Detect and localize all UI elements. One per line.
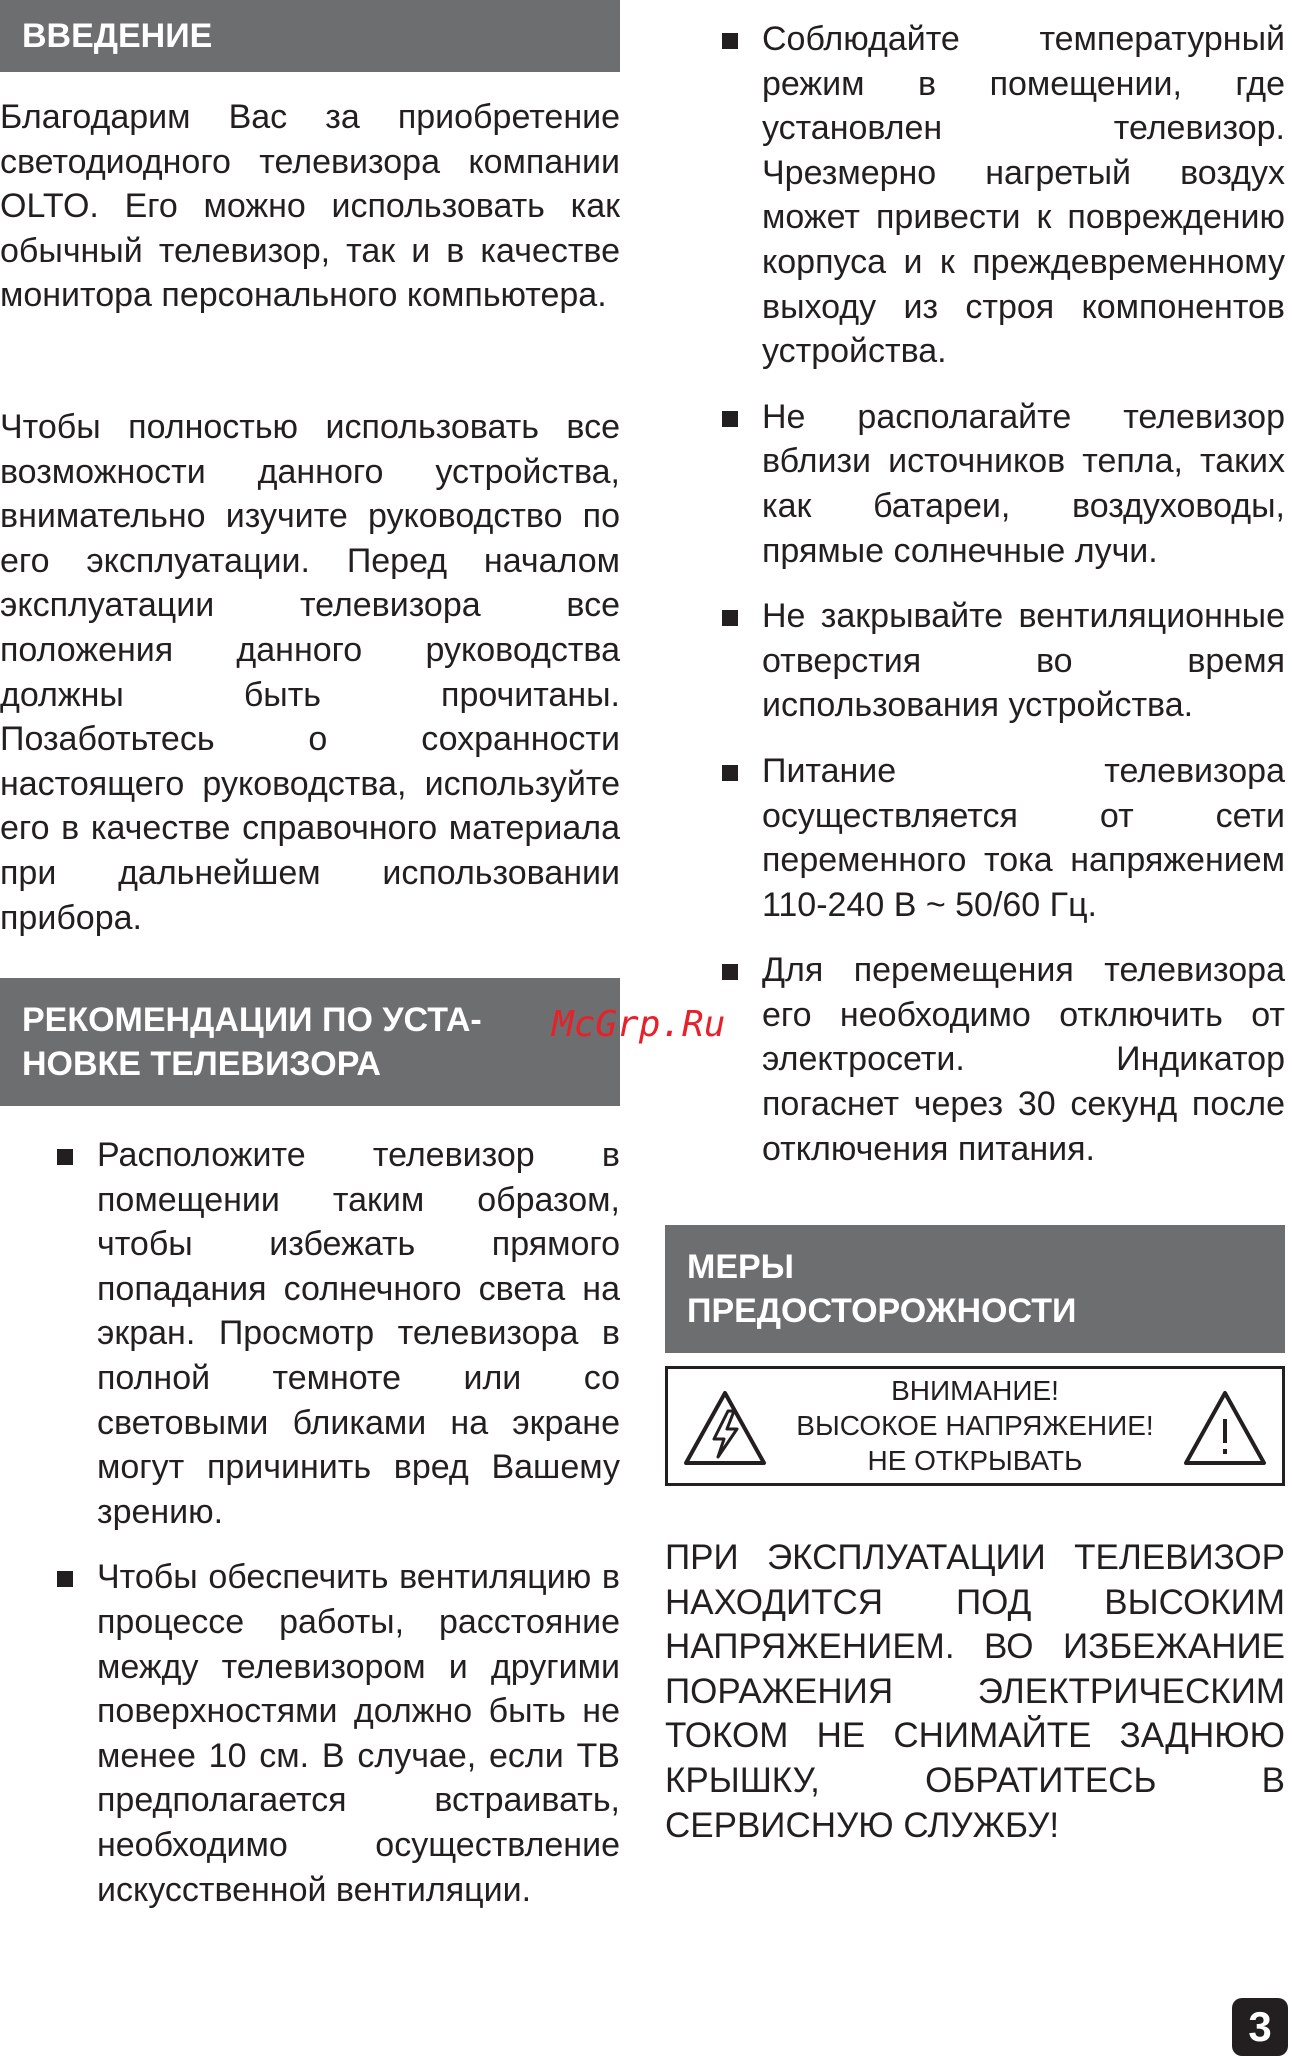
warning-line-1: ВНИМАНИЕ! xyxy=(891,1375,1059,1406)
exclamation-warning-icon xyxy=(1182,1389,1268,1467)
list-item: Соблюдайте температурный режим в помещении, где установлен телевизор. Чрезмерно нагретый воздух может привести к повреждению корпуса и к преждевременному выходу из строя компонентов устройства. xyxy=(762,17,1285,374)
warning-line-2: ВЫСОКОЕ НАПРЯЖЕНИЕ! xyxy=(796,1410,1154,1441)
intro-paragraph-1: Благодарим Вас за приобретение светодиодного телевизора компании OLTO. Его можно использовать как обычный телевизор, так и в качестве монитора персонального компьютера. xyxy=(0,98,620,315)
installation-bullets-left xyxy=(97,1133,620,1933)
installation-bullets-right xyxy=(762,17,1285,1192)
list-item: Не располагайте телевизор вблизи источников тепла, таких как батареи, воздуховоды, прямые солнечные лучи. xyxy=(762,395,1285,573)
warning-line-3: НЕ ОТКРЫВАТЬ xyxy=(867,1445,1083,1476)
list-item: Для перемещения телевизора его необходимо отключить от электросети. Индикатор погаснет через 30 секунд после отключения питания. xyxy=(762,948,1285,1171)
installation-header-line1: РЕКОМЕНДАЦИИ ПО УСТА- xyxy=(22,1001,482,1039)
installation-header xyxy=(0,978,620,1106)
watermark: McGrp.Ru xyxy=(552,1004,726,1045)
high-voltage-notice: ПРИ ЭКСПЛУАТАЦИИ ТЕЛЕВИЗОР НАХОДИТСЯ ПОД ВЫСОКИМ НАПРЯЖЕНИЕМ. ВО ИЗБЕЖАНИЕ ПОРАЖЕНИЯ ЭЛЕКТРИЧЕСКИМ ТОКОМ НЕ СНИМАЙТЕ ЗАДНЮЮ КРЫШКУ, ОБРАТИТЕСЬ В СЕРВИСНУЮ СЛУЖБУ! xyxy=(665,1538,1285,1845)
list-item: Питание телевизора осуществляется от сети переменного тока напряжением 110-240 В ~ 50/60 Гц. xyxy=(762,749,1285,927)
precautions-header-line1: МЕРЫ xyxy=(687,1248,794,1286)
page-number: 3 xyxy=(1232,1998,1288,2056)
high-voltage-warning-box xyxy=(665,1366,1285,1486)
lightning-warning-icon xyxy=(682,1389,768,1467)
intro-header-text: ВВЕДЕНИЕ xyxy=(22,17,213,55)
intro-header xyxy=(0,0,620,72)
list-item: Расположите телевизор в помещении таким образом, чтобы избежать прямого попадания солнечного света на экран. Просмотр телевизора в полной темноте или со световыми бликами на экране могут причинить вред Вашему зрению. xyxy=(97,1133,620,1534)
intro-paragraph-2: Чтобы полностью использовать все возможности данного устройства, внимательно изучите руководство по его эксплуатации. Перед началом эксплуатации телевизора все положения данного руководства должны быть прочитаны. Позаботьтесь о сохранности настоящего руководства, используйте его в качестве справочного материала при дальнейшем использовании прибора. xyxy=(0,408,620,937)
installation-header-line2: НОВКЕ ТЕЛЕВИЗОРА xyxy=(22,1045,381,1083)
list-item: Не закрывайте вентиляционные отверстия во время использования устройства. xyxy=(762,594,1285,728)
precautions-header xyxy=(665,1225,1285,1353)
warning-text xyxy=(768,1373,1182,1478)
precautions-header-line2: ПРЕДОСТОРОЖНОСТИ xyxy=(687,1292,1077,1330)
list-item: Чтобы обеспечить вентиляцию в процессе работы, расстояние между телевизором и другими поверхностями должно быть не менее 10 см. В случае, если ТВ предполагается встраивать, необходимо осуществление искусственной вентиляции. xyxy=(97,1555,620,1912)
